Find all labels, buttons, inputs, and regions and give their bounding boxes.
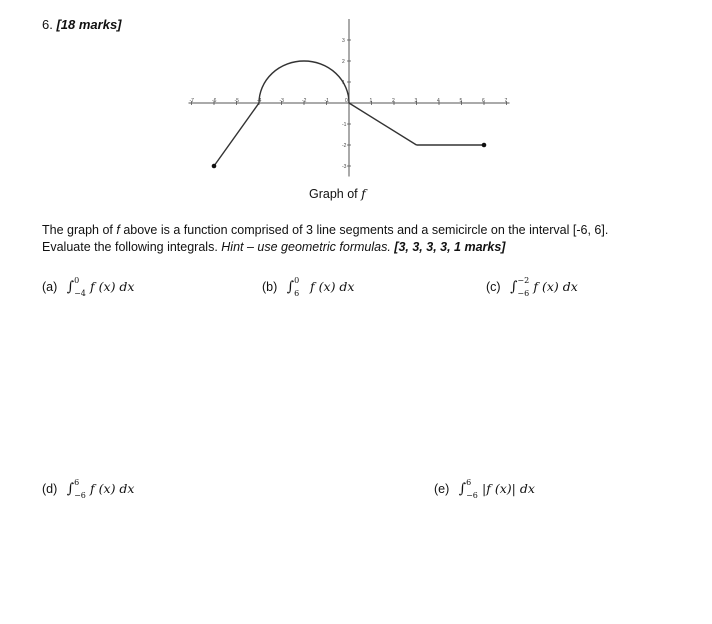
integral-sign: ∫ [286,278,295,295]
part-a-integrand: f (x) dx [90,278,135,294]
x-tick-label: 6 [482,98,485,104]
y-tick-label: -2 [342,143,347,149]
y-tick-label: 1 [342,80,345,86]
part-a [42,276,134,298]
part-c-lower: −6 [517,289,530,298]
x-tick-label: 2 [392,98,395,104]
part-b-integral [286,276,355,298]
part-e-label: (e) [434,481,450,496]
part-d-label: (d) [42,481,58,496]
part-d-integral [66,478,135,500]
x-tick-label: 1 [369,98,373,104]
part-d [42,478,134,500]
integral-sign: ∫ [458,480,467,497]
x-tick-label: 3 [414,98,418,104]
part-e-integral [458,478,535,500]
part-a-label: (a) [42,279,58,294]
graph-caption [309,186,366,201]
x-tick-label: 7 [504,98,508,104]
y-tick-label: -1 [342,122,347,128]
question-marks: [18 marks] [56,17,122,32]
curve-semicircle [259,61,349,103]
integral-sign: ∫ [510,278,518,295]
x-tick-label: 5 [459,98,463,104]
part-b [262,276,354,298]
part-d-lower: −6 [74,491,86,500]
part-a-upper: 0 [74,276,80,285]
x-tick-label: -5 [234,98,239,104]
y-tick-label: 2 [342,59,345,65]
x-tick-label: -6 [212,98,217,104]
part-c-label: (c) [486,279,501,294]
part-a-integral [66,276,135,298]
part-e-lower: −6 [466,491,478,500]
part-c [486,276,578,298]
curve-endpoint [482,143,487,148]
part-c-upper: −2 [517,276,530,285]
part-d-upper: 6 [74,478,80,487]
part-d-integrand: f (x) dx [90,480,135,496]
x-tick-label: -3 [279,98,284,104]
x-tick-label: 4 [437,98,440,104]
curve-segment [214,103,259,166]
graph-caption-prefix: Graph of [309,187,358,201]
integral-sign: ∫ [66,480,75,497]
description-line2: Evaluate the following integrals. [42,240,222,254]
graph-caption-function: f [361,186,366,201]
x-tick-label: 0 [345,98,348,104]
description-function-name: f [116,223,120,237]
description-marks: [3, 3, 3, 3, 1 marks] [394,240,506,254]
description-hint: Hint – use geometric formulas. [221,240,391,254]
description-line1-end: above is a function comprised of 3 line segments and a semicircle on the interval [-6, 6]. [119,223,609,237]
part-e-integrand: |f (x)| dx [482,480,535,496]
x-tick-label: -1 [324,98,329,104]
x-tick-label: -4 [257,98,262,104]
integral-sign: ∫ [66,278,75,295]
function-graph [0,0,712,200]
y-tick-label: -3 [342,164,347,170]
part-e-upper: 6 [466,478,472,487]
curve-segment [349,103,417,145]
x-tick-label: -2 [302,98,307,104]
part-b-lower: 6 [294,289,300,298]
y-tick-label: 3 [342,38,345,44]
question-number: 6. [42,17,53,32]
part-c-integrand: f (x) dx [533,278,578,294]
part-b-label: (b) [262,279,278,294]
problem-description [42,222,682,256]
part-b-upper: 0 [294,276,300,285]
part-c-integral [510,276,578,298]
x-tick-label: -7 [189,98,194,104]
part-b-integrand: f (x) dx [310,278,355,294]
part-a-lower: −4 [74,289,86,298]
description-line1-start: The graph of [42,223,117,237]
part-e [434,478,535,500]
curve-endpoint [212,164,217,169]
